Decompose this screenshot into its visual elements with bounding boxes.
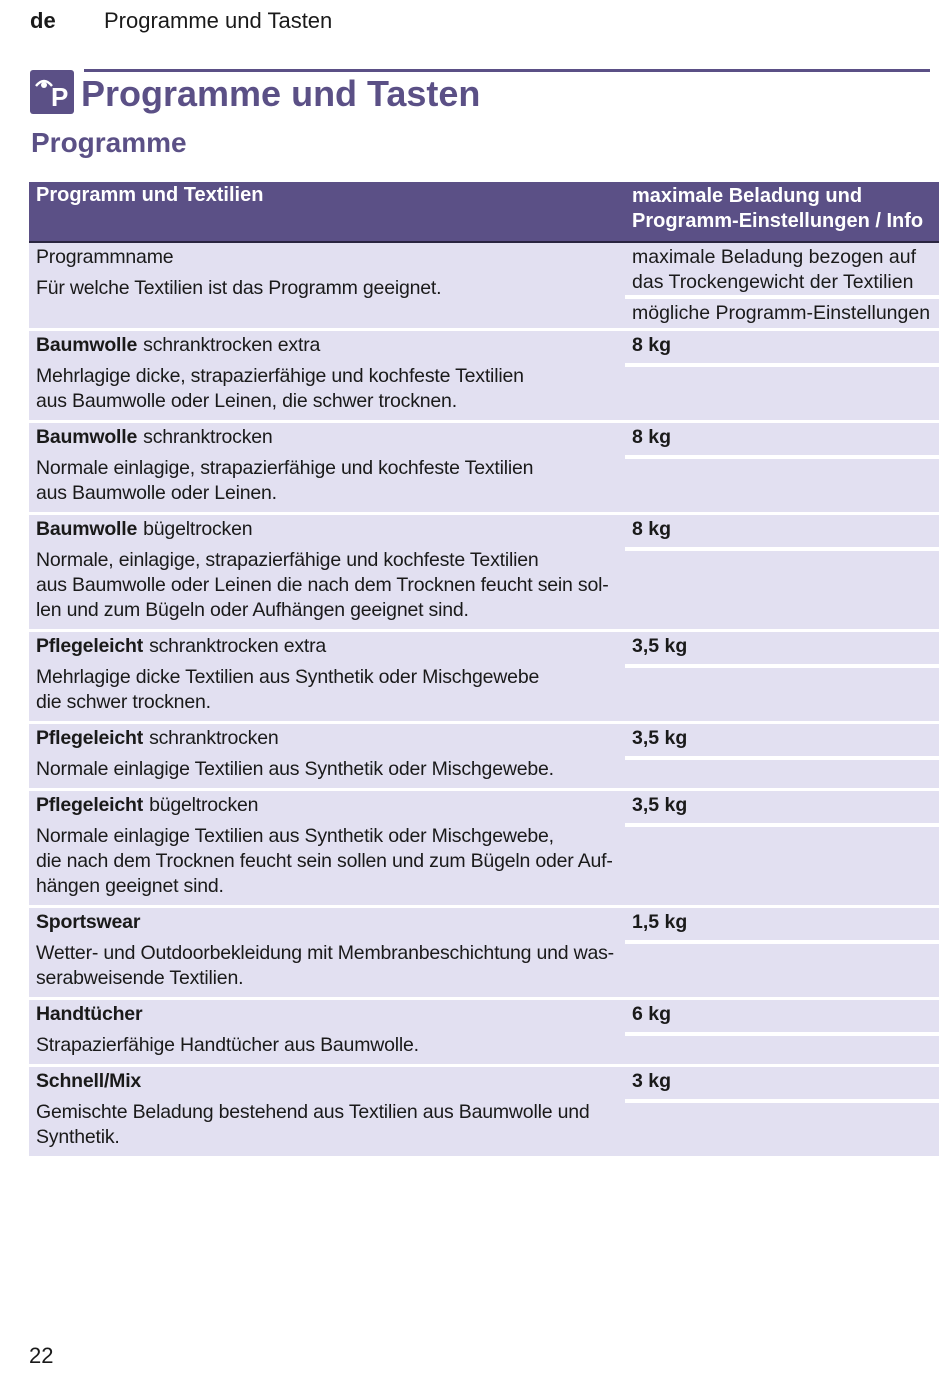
table-row bbox=[29, 905, 939, 997]
table-row bbox=[29, 512, 939, 629]
description-line: Normale einlagige Textilien aus Synthetik oder Mischgewebe, bbox=[36, 825, 554, 847]
load-cell bbox=[625, 724, 939, 788]
table-header bbox=[29, 182, 939, 243]
description-line: aus Baumwolle oder Leinen die nach dem Trocknen feucht sein sol- bbox=[36, 574, 609, 596]
settings-cell bbox=[625, 363, 939, 420]
programme-heading bbox=[36, 910, 625, 935]
programme-mode: schranktrocken bbox=[143, 426, 273, 448]
table-row bbox=[29, 420, 939, 512]
title-rule bbox=[84, 69, 930, 72]
description-line: len und zum Bügeln oder Aufhängen geeignet sind. bbox=[36, 599, 469, 621]
programme-icon bbox=[30, 70, 74, 114]
load-cell bbox=[625, 791, 939, 905]
programme-description bbox=[36, 548, 625, 623]
description-line: Gemischte Beladung bestehend aus Textilien aus Baumwolle und bbox=[36, 1101, 590, 1123]
settings-cell bbox=[625, 756, 939, 788]
description-line: die nach dem Trocknen feucht sein sollen und zum Bügeln oder Auf- bbox=[36, 850, 613, 872]
programme-description bbox=[36, 456, 625, 506]
table-row bbox=[29, 788, 939, 905]
programme-cell bbox=[29, 1067, 625, 1156]
programme-mode: schranktrocken extra bbox=[149, 635, 327, 657]
programme-cell bbox=[29, 515, 625, 629]
programme-heading bbox=[36, 726, 625, 751]
description-line: Normale einlagige, strapazierfähige und kochfeste Textilien bbox=[36, 457, 534, 479]
programme-name: Sportswear bbox=[36, 911, 141, 933]
description-line: Normale einlagige Textilien aus Synthetik oder Mischgewebe. bbox=[36, 758, 554, 780]
programme-name: Pflegeleicht bbox=[36, 635, 144, 657]
description-line: Strapazierfähige Handtücher aus Baumwolle. bbox=[36, 1034, 419, 1056]
settings-cell bbox=[625, 940, 939, 997]
programme-heading bbox=[36, 1002, 625, 1027]
load-cell bbox=[625, 1000, 939, 1064]
header-programme-textiles: Programm und Textilien bbox=[36, 184, 264, 206]
programme-description bbox=[36, 665, 625, 715]
programme-cell bbox=[29, 632, 625, 721]
description-line: serabweisende Textilien. bbox=[36, 967, 244, 989]
legend-right bbox=[625, 243, 939, 328]
legend-desc: Für welche Textilien ist das Programm geeignet. bbox=[36, 277, 442, 299]
programme-name: Handtücher bbox=[36, 1003, 143, 1025]
max-load: 1,5 kg bbox=[625, 908, 939, 940]
legend-left bbox=[29, 243, 625, 328]
max-load: 3,5 kg bbox=[625, 791, 939, 823]
max-load: 8 kg bbox=[625, 515, 939, 547]
legend-settings: mögliche Programm-Einstellungen bbox=[625, 295, 939, 328]
running-header-title: Programme und Tasten bbox=[104, 8, 333, 33]
table-row bbox=[29, 721, 939, 788]
max-load: 8 kg bbox=[625, 423, 939, 455]
programme-name: Baumwolle bbox=[36, 334, 138, 356]
load-cell bbox=[625, 423, 939, 512]
programme-heading bbox=[36, 1069, 625, 1094]
programme-heading bbox=[36, 333, 625, 358]
programme-mode: schranktrocken bbox=[149, 727, 279, 749]
programme-heading bbox=[36, 517, 625, 542]
description-line: aus Baumwolle oder Leinen. bbox=[36, 482, 277, 504]
load-cell bbox=[625, 331, 939, 420]
settings-cell bbox=[625, 664, 939, 721]
section-subtitle: Programme bbox=[31, 127, 187, 158]
programme-name: Pflegeleicht bbox=[36, 794, 144, 816]
table-row bbox=[29, 629, 939, 721]
programme-cell bbox=[29, 724, 625, 788]
programme-table bbox=[29, 182, 939, 1156]
programme-cell bbox=[29, 423, 625, 512]
programme-name: Schnell/Mix bbox=[36, 1070, 142, 1092]
load-cell bbox=[625, 908, 939, 997]
programme-mode: schranktrocken extra bbox=[143, 334, 321, 356]
programme-description bbox=[36, 364, 625, 414]
load-cell bbox=[625, 1067, 939, 1156]
language-code: de bbox=[30, 8, 56, 33]
page-number: 22 bbox=[29, 1343, 54, 1368]
programme-name: Baumwolle bbox=[36, 426, 138, 448]
legend-name: Programmname bbox=[36, 246, 174, 268]
header-load-settings: maximale Beladung und Programm-Einstellungen / Info bbox=[632, 185, 924, 232]
table-row bbox=[29, 997, 939, 1064]
programme-heading bbox=[36, 634, 625, 659]
description-line: Synthetik. bbox=[36, 1126, 120, 1148]
settings-cell bbox=[625, 1032, 939, 1064]
settings-cell bbox=[625, 455, 939, 512]
description-line: Wetter- und Outdoorbekleidung mit Membranbeschichtung und was- bbox=[36, 942, 614, 964]
programme-description bbox=[36, 941, 625, 991]
programme-description bbox=[36, 1100, 625, 1150]
description-line: hängen geeignet sind. bbox=[36, 875, 224, 897]
description-line: die schwer trocknen. bbox=[36, 691, 211, 713]
running-header bbox=[30, 8, 333, 34]
programme-name: Pflegeleicht bbox=[36, 727, 144, 749]
page-title: Programme und Tasten bbox=[81, 73, 481, 114]
description-line: aus Baumwolle oder Leinen, die schwer trocknen. bbox=[36, 390, 457, 412]
max-load: 3,5 kg bbox=[625, 724, 939, 756]
max-load: 6 kg bbox=[625, 1000, 939, 1032]
programme-mode: bügeltrocken bbox=[149, 794, 259, 816]
max-load: 3 kg bbox=[625, 1067, 939, 1099]
settings-cell bbox=[625, 823, 939, 905]
settings-cell bbox=[625, 1099, 939, 1156]
description-line: Normale, einlagige, strapazierfähige und kochfeste Textilien bbox=[36, 549, 539, 571]
description-line: Mehrlagige dicke, strapazierfähige und kochfeste Textilien bbox=[36, 365, 524, 387]
programme-description bbox=[36, 824, 625, 899]
programme-name: Baumwolle bbox=[36, 518, 138, 540]
legend-load: maximale Beladung bezogen auf das Trockengewicht der Textilien bbox=[625, 243, 939, 295]
max-load: 3,5 kg bbox=[625, 632, 939, 664]
description-line: Mehrlagige dicke Textilien aus Synthetik oder Mischgewebe bbox=[36, 666, 540, 688]
programme-mode: bügeltrocken bbox=[143, 518, 253, 540]
table-row bbox=[29, 328, 939, 420]
load-cell bbox=[625, 632, 939, 721]
programme-cell bbox=[29, 908, 625, 997]
legend-row bbox=[29, 243, 939, 328]
load-cell bbox=[625, 515, 939, 629]
max-load: 8 kg bbox=[625, 331, 939, 363]
programme-heading bbox=[36, 425, 625, 450]
programme-heading bbox=[36, 793, 625, 818]
programme-description bbox=[36, 1033, 625, 1058]
settings-cell bbox=[625, 547, 939, 629]
programme-description bbox=[36, 757, 625, 782]
svg-text:P: P bbox=[51, 82, 69, 112]
table-row bbox=[29, 1064, 939, 1156]
programme-cell bbox=[29, 331, 625, 420]
programme-cell bbox=[29, 791, 625, 905]
programme-cell bbox=[29, 1000, 625, 1064]
